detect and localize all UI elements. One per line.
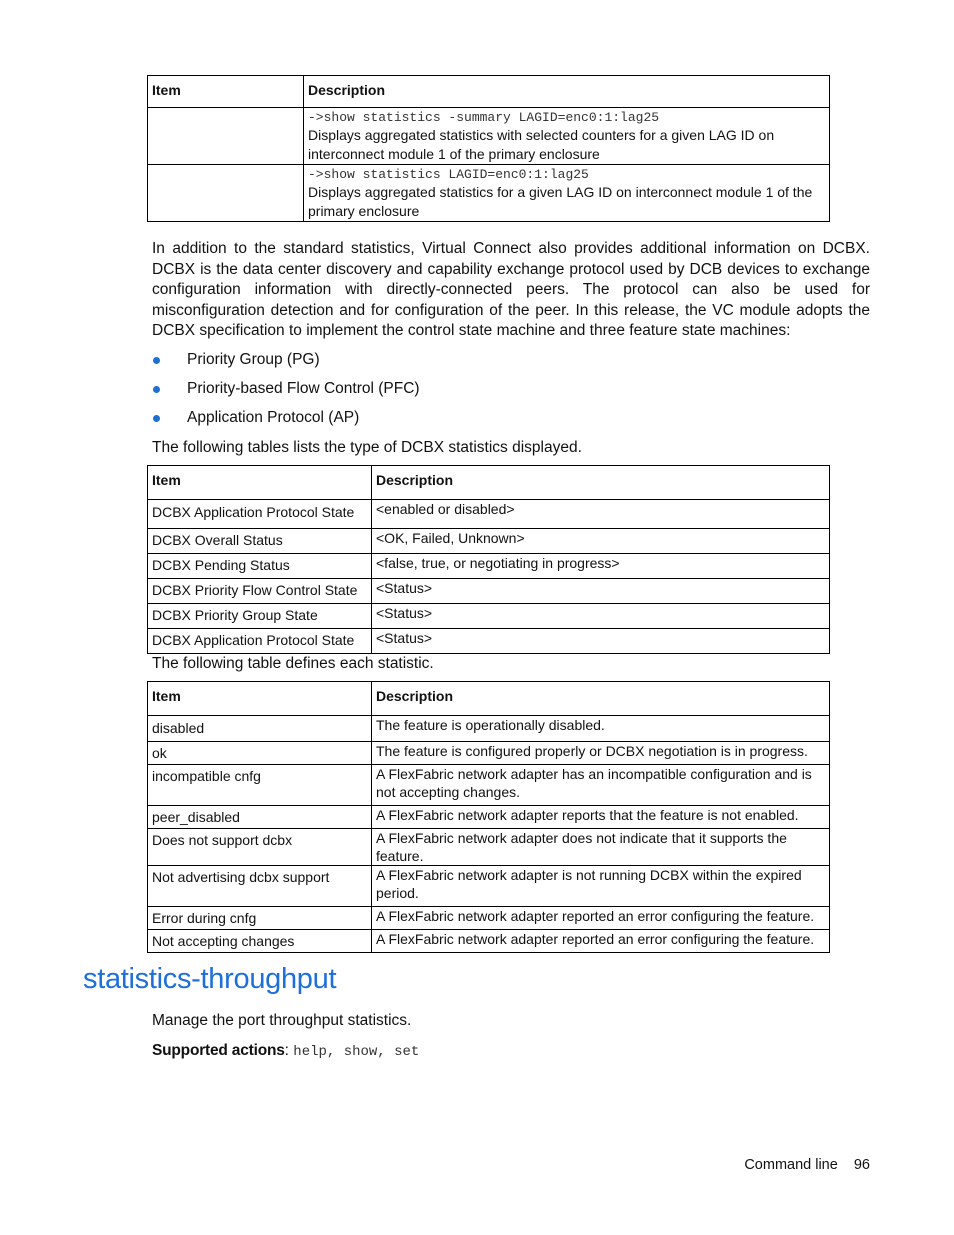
table-cell-description: The feature is operationally disabled. bbox=[372, 716, 830, 742]
table-cell-description: A FlexFabric network adapter does not indicate that it supports the feature. bbox=[372, 829, 830, 866]
table-cell-item: DCBX Pending Status bbox=[148, 554, 372, 579]
table-header-item: Item bbox=[148, 76, 304, 108]
table-cell-item: incompatible cnfg bbox=[148, 765, 372, 806]
page-footer bbox=[744, 1157, 870, 1173]
command-example: ->show statistics -summary LAGID=enc0:1:lag25 bbox=[308, 110, 660, 125]
table-header-description: Description bbox=[304, 76, 830, 108]
table-cell-item: DCBX Application Protocol State bbox=[148, 629, 372, 654]
table-row bbox=[148, 108, 830, 165]
statistics-table bbox=[147, 681, 830, 953]
commands-table bbox=[147, 75, 830, 222]
table-cell-item: DCBX Priority Group State bbox=[148, 604, 372, 629]
bullet-dot-icon bbox=[153, 386, 160, 393]
supported-actions bbox=[152, 1041, 870, 1063]
table-cell-item bbox=[148, 108, 304, 165]
supported-actions-label: Supported actions bbox=[152, 1042, 285, 1059]
command-description: Displays aggregated statistics for a given LAG ID on interconnect module 1 of the primary enclosure bbox=[308, 184, 813, 219]
table-cell-item: DCBX Overall Status bbox=[148, 529, 372, 554]
table-row bbox=[148, 716, 830, 742]
bullet-dot-icon bbox=[153, 357, 160, 364]
table-cell-item: Error during cnfg bbox=[148, 907, 372, 930]
table-cell-description: A FlexFabric network adapter reported an error configuring the feature. bbox=[372, 907, 830, 930]
table-cell-description: A FlexFabric network adapter has an incompatible configuration and is not accepting changes. bbox=[372, 765, 830, 806]
table-header-description: Description bbox=[372, 682, 830, 716]
table-row bbox=[148, 907, 830, 930]
table-cell-description: <OK, Failed, Unknown> bbox=[372, 529, 830, 554]
table-row bbox=[148, 629, 830, 654]
table-row bbox=[148, 866, 830, 907]
table-row bbox=[148, 742, 830, 765]
table-row bbox=[148, 579, 830, 604]
bullet-dot-icon bbox=[153, 415, 160, 422]
table-cell-item: DCBX Application Protocol State bbox=[148, 500, 372, 529]
table-cell-description: <Status> bbox=[372, 579, 830, 604]
table-cell-description: <enabled or disabled> bbox=[372, 500, 830, 529]
intro-paragraph: In addition to the standard statistics, Virtual Connect also provides additional information on DCBX. DCBX is the data center discovery and capability exchange protocol used by DCB devices to exchange configuration information with directly-connected peers. The protocol can also be used for misconfiguration detection and for configuration of the peer. In this release, the VC module adopts the DCBX specification to implement the control state machine and three feature state machines: bbox=[152, 240, 870, 339]
table-cell-description bbox=[304, 108, 830, 165]
table-row bbox=[148, 604, 830, 629]
table-cell-description: A FlexFabric network adapter reports that the feature is not enabled. bbox=[372, 806, 830, 829]
table-row bbox=[148, 165, 830, 222]
table-cell-item: Does not support dcbx bbox=[148, 829, 372, 866]
table-cell-description bbox=[304, 165, 830, 222]
table-cell-description: A FlexFabric network adapter reported an error configuring the feature. bbox=[372, 930, 830, 953]
dcbx-table bbox=[147, 465, 830, 654]
table-row bbox=[148, 554, 830, 579]
table-row bbox=[148, 765, 830, 806]
table-header-item: Item bbox=[148, 466, 372, 500]
table-cell-description: <false, true, or negotiating in progress> bbox=[372, 554, 830, 579]
table-cell-description: A FlexFabric network adapter is not running DCBX within the expired period. bbox=[372, 866, 830, 907]
page-number: 96 bbox=[853, 1157, 870, 1173]
footer-section-label: Command line bbox=[744, 1157, 838, 1173]
supported-actions-value: help, show, set bbox=[293, 1044, 420, 1060]
table-row bbox=[148, 930, 830, 953]
table-cell-item: ok bbox=[148, 742, 372, 765]
table-cell-item: disabled bbox=[148, 716, 372, 742]
table-cell-item bbox=[148, 165, 304, 222]
supported-actions-separator: : bbox=[284, 1042, 294, 1059]
table-row bbox=[148, 529, 830, 554]
table-cell-item: DCBX Priority Flow Control State bbox=[148, 579, 372, 604]
section-heading: statistics-throughput bbox=[83, 963, 337, 995]
table-header-item: Item bbox=[148, 682, 372, 716]
stat-table-intro: The following table defines each statistic. bbox=[152, 655, 434, 672]
table-row bbox=[148, 500, 830, 529]
table-cell-description: The feature is configured properly or DCBX negotiation is in progress. bbox=[372, 742, 830, 765]
table-row bbox=[148, 829, 830, 866]
command-example: ->show statistics LAGID=enc0:1:lag25 bbox=[308, 167, 589, 182]
table-row bbox=[148, 806, 830, 829]
table-cell-description: <Status> bbox=[372, 629, 830, 654]
table-cell-item: Not accepting changes bbox=[148, 930, 372, 953]
table-cell-item: peer_disabled bbox=[148, 806, 372, 829]
table-cell-description: <Status> bbox=[372, 604, 830, 629]
table-cell-item: Not advertising dcbx support bbox=[148, 866, 372, 907]
dcbx-table-intro: The following tables lists the type of DCBX statistics displayed. bbox=[152, 439, 582, 456]
table-header-description: Description bbox=[372, 466, 830, 500]
section-description: Manage the port throughput statistics. bbox=[152, 1012, 412, 1029]
command-description: Displays aggregated statistics with selected counters for a given LAG ID on interconnect module 1 of the primary enclosure bbox=[308, 127, 775, 162]
